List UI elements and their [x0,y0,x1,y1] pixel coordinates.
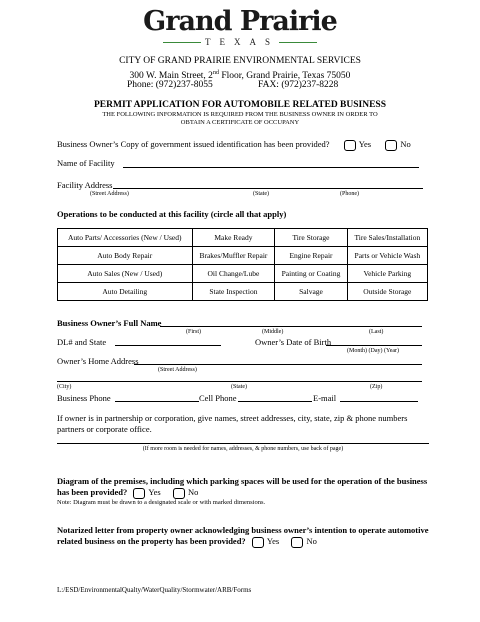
operation-cell[interactable]: Salvage [275,283,347,301]
operation-cell[interactable]: State Inspection [192,283,275,301]
last-caption: (Last) [369,329,384,335]
business-phone-field[interactable] [115,401,199,402]
city-caption: (City) [57,384,72,390]
operation-cell[interactable]: Tire Sales/Installation [347,229,427,247]
facility-name-field[interactable] [123,167,419,168]
operation-cell[interactable]: Auto Parts/ Accessories (New / Used) [58,229,193,247]
footer-path: L:/ESD/EnvironmentalQualty/WaterQuality/Stormwater/ARB/Forms [57,586,252,594]
partnership-field[interactable] [57,443,429,444]
header-fax: FAX: (972)237-8228 [258,80,339,90]
operations-table [57,228,428,301]
city-state-zip-field[interactable] [57,381,422,382]
table-row [58,247,428,265]
notarized-yes-checkbox[interactable] [252,537,264,548]
home-street-caption: (Street Address) [158,367,197,373]
operation-cell[interactable]: Vehicle Parking [347,265,427,283]
address-sup: nd [212,70,219,76]
operation-cell[interactable]: Tire Storage [275,229,347,247]
operation-cell[interactable]: Auto Detailing [58,283,193,301]
cell-phone-field[interactable] [238,401,312,402]
id-question [57,139,411,151]
state-caption: (State) [253,191,269,197]
header-phone: Phone: (972)237-8055 [127,80,213,90]
email-label: E-mail [313,393,337,403]
logo-subtitle-text: TEXAS [205,37,279,47]
address-part-2: Floor, Grand Prairie, Texas 75050 [218,71,351,82]
id-question-label: Business Owner’s Copy of government issued identification has been provided? [57,139,330,149]
diagram-yes-label: Yes [148,487,161,497]
operation-cell[interactable]: Auto Sales (New / Used) [58,265,193,283]
diagram-no-label: No [187,487,199,497]
operation-cell[interactable]: Parts or Vehicle Wash [347,247,427,265]
logo-subtitle [0,37,480,47]
operation-cell[interactable]: Make Ready [192,229,275,247]
phone-caption: (Phone) [340,191,359,197]
operation-cell[interactable]: Oil Change/Lube [192,265,275,283]
diagram-question-text: Diagram of the premises, including which parking spaces will be used for the operation of the business has been provided? [57,476,428,497]
dl-label: DL# and State [57,337,107,347]
header-address [0,67,480,82]
logo-wordmark: Grand Prairie [143,6,337,37]
email-field[interactable] [340,401,418,402]
table-row [58,265,428,283]
notarized-question [57,525,432,548]
dl-field[interactable] [115,345,221,346]
owner-name-field[interactable] [160,326,422,327]
facility-address-label: Facility Address [57,180,113,190]
operation-cell[interactable]: Engine Repair [275,247,347,265]
dob-caption: (Month) (Day) (Year) [347,348,400,354]
first-caption: (First) [186,329,201,335]
diagram-note: Note: Diagram must be drawn to a designated scale or with marked dimensions. [57,499,266,506]
table-row [58,229,428,247]
notarized-yes-label: Yes [266,536,280,546]
home-address-field[interactable] [134,364,422,365]
operation-cell[interactable]: Outside Storage [347,283,427,301]
id-yes-label: Yes [358,139,372,149]
operation-cell[interactable]: Painting or Coating [275,265,347,283]
notarized-no-checkbox[interactable] [291,537,303,548]
operations-heading: Operations to be conducted at this facility (circle all that apply) [57,209,287,219]
diagram-question [57,476,432,499]
partnership-note: (If more room is needed for names, addresses, & phone numbers, use back of page) [142,446,344,452]
header-org: CITY OF GRAND PRAIRIE ENVIRONMENTAL SERVICES [119,56,361,66]
operation-cell[interactable]: Auto Body Repair [58,247,193,265]
facility-name-label: Name of Facility [57,158,115,168]
street-caption: (Street Address) [90,191,129,197]
notarized-question-text: Notarized letter from property owner acknowledging business owner’s intention to operate automotive related business on the property has been provided? [57,525,429,546]
table-row [58,283,428,301]
id-no-label: No [400,139,411,149]
facility-address-field[interactable] [113,188,423,189]
diagram-no-checkbox[interactable] [173,488,185,499]
cell-phone-label: Cell Phone [199,393,237,403]
middle-caption: (Middle) [262,329,284,335]
form-subtitle: THE FOLLOWING INFORMATION IS REQUIRED FROM THE BUSINESS OWNER IN ORDER TO OBTAIN A CERTIFICATE OF OCCUPANY [102,111,378,126]
city-logo [0,6,480,50]
dob-label: Owner’s Date of Birth [255,337,332,347]
home-address-label: Owner’s Home Address [57,356,139,366]
id-yes-checkbox[interactable] [344,140,356,151]
diagram-yes-checkbox[interactable] [133,488,145,499]
form-title: PERMIT APPLICATION FOR AUTOMOBILE RELATED BUSINESS [93,100,386,110]
owner-name-label: Business Owner’s Full Name [57,318,162,328]
operation-cell[interactable]: Brakes/Muffler Repair [192,247,275,265]
notarized-no-label: No [306,536,317,546]
partnership-text: If owner is in partnership or corporation, give names, street addresses, city, state, zip & phone numbers partners or corporate office. [57,413,408,434]
dob-field[interactable] [326,345,422,346]
business-phone-label: Business Phone [57,393,111,403]
address-part: 300 W. Main Street, 2 [129,71,213,82]
id-no-checkbox[interactable] [385,140,397,151]
owner-state-caption: (State) [231,384,247,390]
zip-caption: (Zip) [370,384,383,390]
